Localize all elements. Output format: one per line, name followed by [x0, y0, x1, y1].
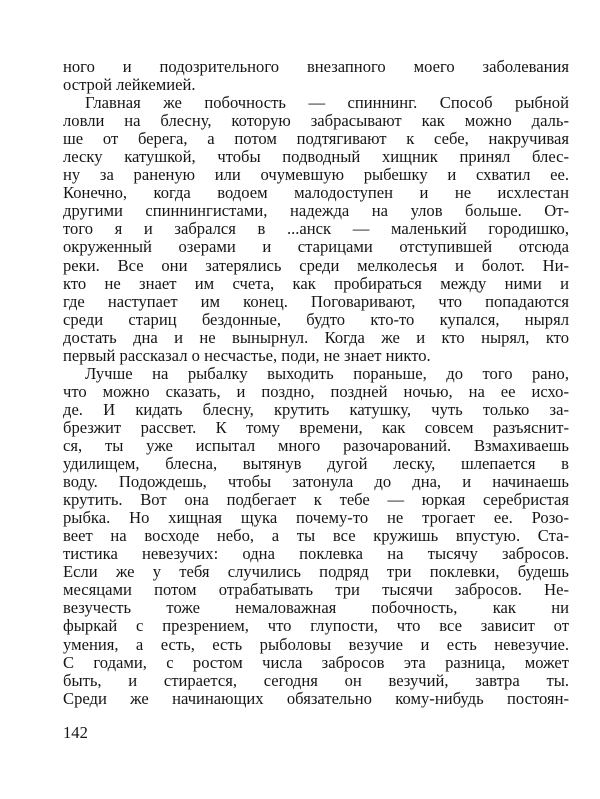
text-line: рыбка. Но хищная щука почему-то не трогает ее. Розо-: [63, 508, 569, 528]
text-line: крутить. Вот она подбегает к тебе — юркая серебристая: [63, 490, 569, 510]
text-line: окруженный озерами и старицами отступившей отсюда: [63, 237, 569, 257]
text-line: воду. Подождешь, чтобы затонула до дна, и начинаешь: [63, 472, 569, 492]
text-line: кто не знает им счета, как пробираться между ними и: [63, 273, 569, 293]
text-line: реки. Все они затерялись среди мелколесья и болот. Ни-: [63, 255, 569, 275]
text-line: тистика невезучих: одна поклевка на тысячу забросов.: [63, 544, 569, 564]
text-line: ного и подозрительного внезапного моего заболевания: [63, 57, 569, 76]
book-page-text: [63, 58, 569, 708]
text-line: Лучше на рыбалку выходить пораньше, до того рано,: [85, 363, 569, 383]
text-line: другими спиннингистами, надежда на улов больше. От-: [63, 201, 569, 221]
text-line: веет на восходе небо, а ты все кружишь впустую. Ста-: [63, 526, 569, 546]
page-number: 142: [63, 723, 88, 742]
text-line: С годами, с ростом числа забросов эта разница, может: [63, 652, 569, 672]
text-line: острой лейкемией.: [63, 75, 196, 95]
text-line: брезжит рассвет. К тому времени, как совсем разъяснит-: [63, 417, 569, 437]
text-line: Конечно, когда водоем малодоступен и не исхлестан: [63, 183, 569, 203]
text-line: фыркай с презрением, что глупости, что все зависит от: [63, 616, 569, 636]
text-line: первый рассказал о несчастье, поди, не знает никто.: [63, 345, 431, 365]
text-line: Если же у тебя случились подряд три поклевки, будешь: [63, 562, 569, 582]
text-line: везучесть тоже немаловажная побочность, как ни: [63, 598, 569, 618]
text-line: Главная же побочность — спиннинг. Способ рыбной: [85, 93, 569, 113]
text-line: удилищем, блесна, вытянув дугой леску, шлепается в: [63, 454, 569, 474]
text-line: что можно сказать, и поздно, поздней ночью, на ее исхо-: [63, 381, 569, 401]
text-line: Среди же начинающих обязательно кому-нибудь постоян-: [63, 688, 569, 708]
text-line: умения, а есть, есть рыболовы везучие и есть невезучие.: [63, 634, 569, 654]
text-line: среди стариц бездонные, будто кто-то купался, нырял: [63, 309, 569, 329]
text-line: ловли на блесну, которую забрасывают как можно даль-: [63, 111, 569, 131]
text-line: ну за раненую или очумевшую рыбешку и схватил ее.: [63, 165, 569, 185]
text-line: где наступает им конец. Поговаривают, что попадаются: [63, 291, 569, 311]
text-line: ше от берега, а потом подтягивают к себе, накручивая: [63, 129, 569, 149]
text-line: месяцами потом отрабатывать три тысячи забросов. Не-: [63, 580, 569, 600]
text-line: достать дна и не вынырнул. Когда же и кто нырял, кто: [63, 327, 569, 347]
text-line: де. И кидать блесну, крутить катушку, чуть только за-: [63, 399, 569, 419]
text-line: того я и забрался в ...анск — маленький городишко,: [63, 219, 569, 239]
text-line: ся, ты уже испытал много разочарований. Взмахиваешь: [63, 435, 569, 455]
text-line: леску катушкой, чтобы подводный хищник принял блес-: [63, 147, 569, 167]
text-line: быть, и стирается, сегодня он везучий, завтра ты.: [63, 670, 569, 690]
